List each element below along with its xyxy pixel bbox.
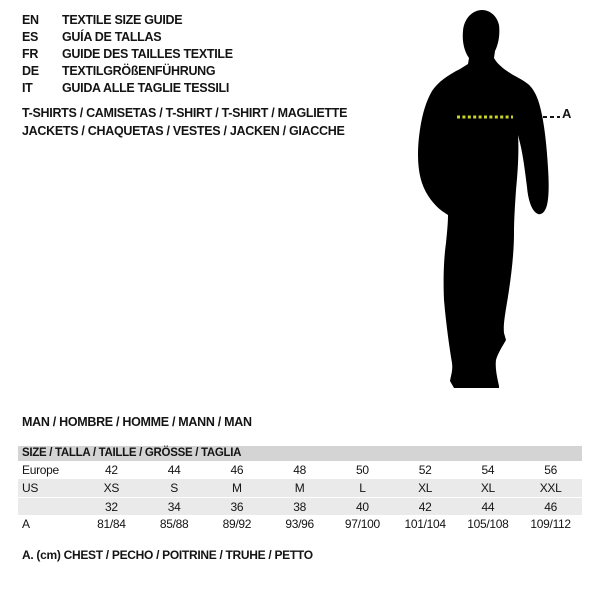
row-label — [18, 498, 80, 515]
table-row-us — [18, 479, 582, 497]
section-title: MAN / HOMBRE / HOMME / MANN / MAN — [22, 415, 252, 429]
size-cell: 42 — [418, 500, 432, 514]
category-lines — [22, 104, 347, 140]
size-table — [18, 446, 582, 533]
size-cell: XXL — [539, 481, 562, 495]
language-row — [22, 63, 233, 80]
size-cell: L — [359, 481, 366, 495]
language-code: EN — [22, 13, 39, 27]
language-label: GUIDE DES TAILLES TEXTILE — [62, 47, 233, 61]
size-table-header: SIZE / TALLA / TAILLE / GRÖSSE / TAGLIA — [18, 446, 582, 461]
size-cell: 89/92 — [222, 517, 252, 531]
category-tshirts-line: T-SHIRTS / CAMISETAS / T-SHIRT / T-SHIRT / MAGLIETTE — [22, 106, 348, 120]
language-row — [22, 12, 233, 29]
size-cell: XS — [103, 481, 120, 495]
size-cell: 36 — [230, 500, 244, 514]
row-label: Europe — [22, 463, 59, 477]
size-cell: 40 — [356, 500, 369, 514]
size-cell: 97/100 — [344, 517, 380, 531]
language-code: IT — [22, 81, 33, 95]
row-label: A — [22, 517, 30, 531]
size-cell: 101/104 — [404, 517, 446, 531]
size-cell: M — [294, 481, 305, 495]
size-cell: 105/108 — [467, 517, 509, 531]
man-figure — [408, 5, 586, 395]
size-cell: 42 — [105, 463, 118, 477]
table-row-chest — [18, 515, 582, 533]
footnote: A. (cm) CHEST / PECHO / POITRINE / TRUHE / PETTO — [22, 548, 313, 562]
language-label: TEXTILGRÖßENFÜHRUNG — [62, 64, 216, 78]
size-cell: 34 — [167, 500, 181, 514]
size-cell: 46 — [230, 463, 244, 477]
language-row — [22, 29, 233, 46]
size-cell: 54 — [481, 463, 495, 477]
size-cell: XL — [480, 481, 495, 495]
size-cell: S — [170, 481, 178, 495]
language-label: TEXTILE SIZE GUIDE — [62, 13, 183, 27]
size-cell: 93/96 — [285, 517, 314, 531]
size-cell: XL — [418, 481, 433, 495]
size-cell: 38 — [293, 500, 306, 514]
table-row-europe — [18, 461, 582, 479]
size-cell: 48 — [293, 463, 306, 477]
table-row-us-numeric — [18, 497, 582, 515]
man-silhouette — [418, 10, 549, 388]
language-guide — [22, 12, 233, 97]
language-row — [22, 80, 233, 97]
language-row — [22, 46, 233, 63]
language-code: FR — [22, 47, 39, 61]
size-cell: 46 — [544, 500, 557, 514]
language-code: ES — [22, 30, 39, 44]
size-cell: 81/84 — [97, 517, 126, 531]
size-cell: 50 — [356, 463, 369, 477]
measure-label-a: A — [562, 106, 572, 121]
size-cell: 44 — [481, 500, 495, 514]
size-cell: 32 — [105, 500, 118, 514]
category-jackets-line: JACKETS / CHAQUETAS / VESTES / JACKEN / GIACCHE — [22, 124, 345, 138]
size-cell: 56 — [544, 463, 557, 477]
size-cell: 52 — [418, 463, 432, 477]
size-cell: 109/112 — [530, 517, 571, 531]
size-cell: 44 — [167, 463, 181, 477]
size-cell: 85/88 — [159, 517, 189, 531]
row-label: US — [22, 481, 39, 495]
size-cell: M — [232, 481, 242, 495]
language-label: GUÍA DE TALLAS — [62, 30, 162, 44]
language-label: GUIDA ALLE TAGLIE TESSILI — [62, 81, 230, 95]
language-code: DE — [22, 64, 39, 78]
